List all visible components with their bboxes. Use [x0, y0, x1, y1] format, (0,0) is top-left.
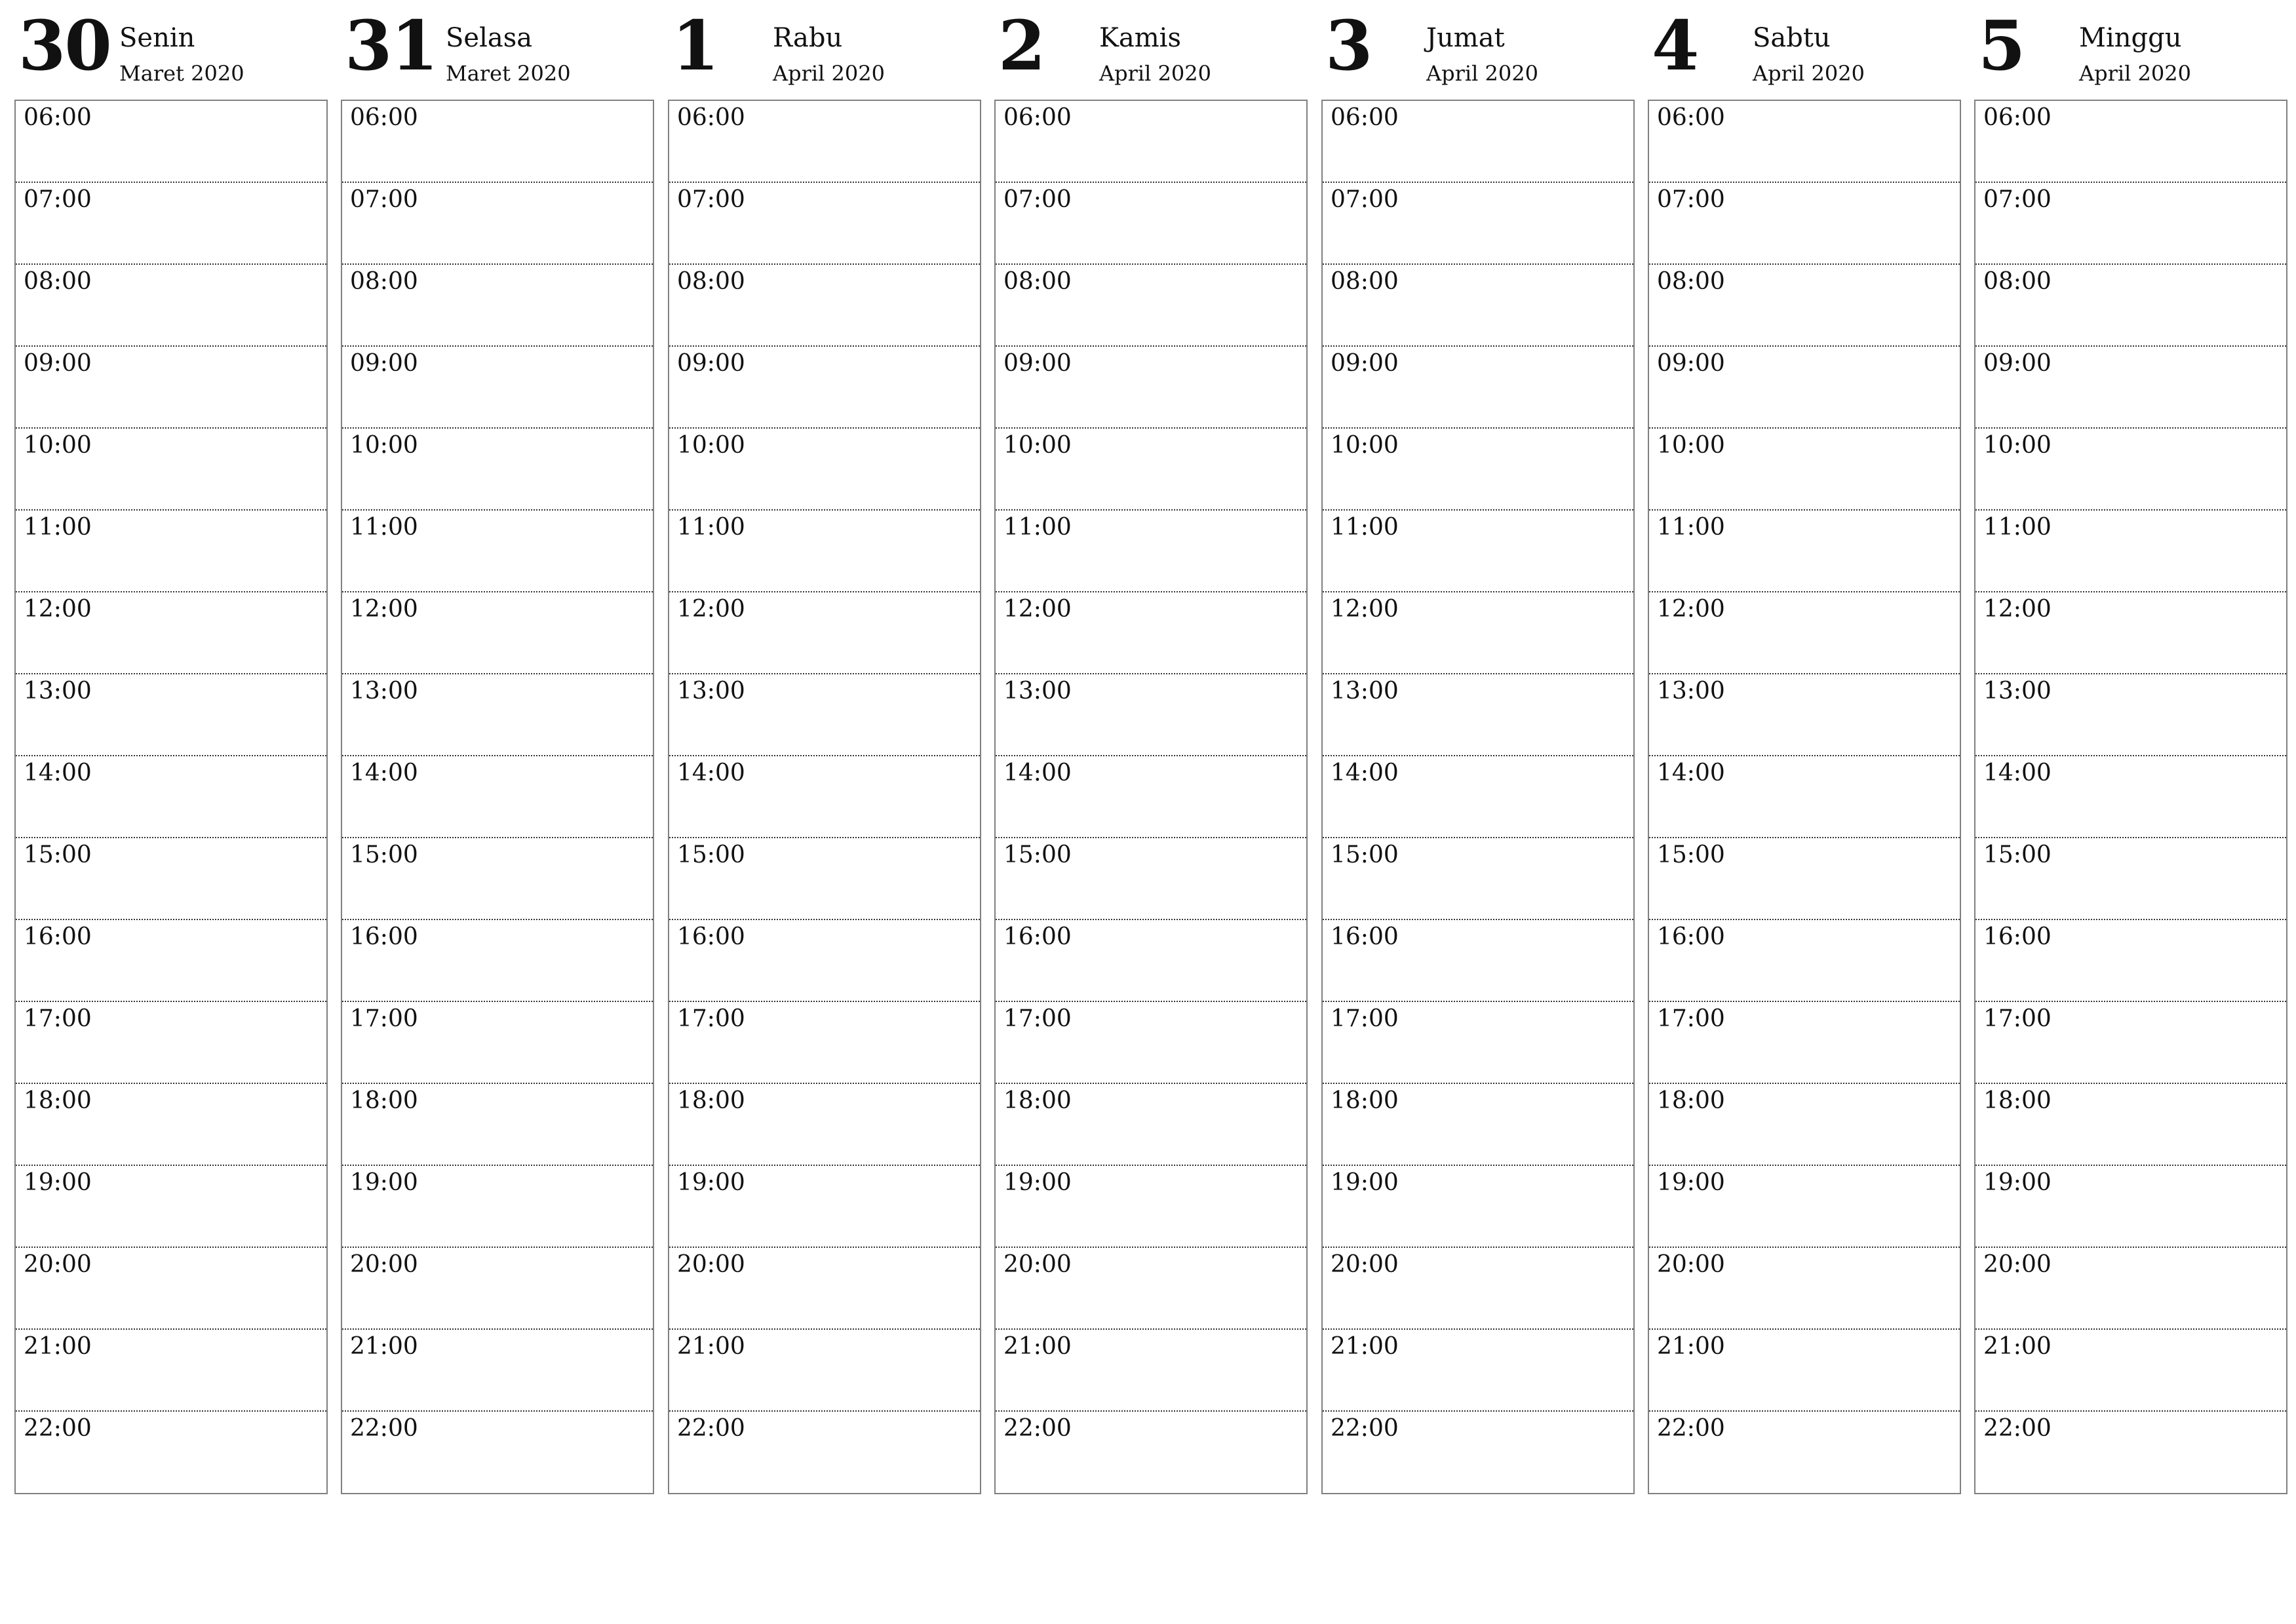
- time-label: 11:00: [1003, 514, 1072, 541]
- time-slot[interactable]: [996, 838, 1306, 920]
- time-slot[interactable]: [16, 101, 326, 183]
- day-month-year: April 2020: [773, 61, 885, 86]
- time-label: 13:00: [24, 678, 92, 705]
- day-schedule-box: [1974, 100, 2287, 1494]
- time-label: 22:00: [1657, 1415, 1725, 1442]
- time-slot[interactable]: [1975, 1330, 2286, 1412]
- time-label: 10:00: [677, 432, 745, 459]
- time-slot[interactable]: [16, 265, 326, 347]
- time-label: 13:00: [1003, 678, 1072, 705]
- day-name: Senin: [119, 23, 195, 53]
- time-label: 14:00: [1657, 760, 1725, 786]
- time-label: 20:00: [1003, 1251, 1072, 1278]
- day-number: 1: [672, 5, 718, 86]
- time-label: 19:00: [677, 1169, 745, 1196]
- time-label: 22:00: [677, 1415, 745, 1442]
- day-month-year: April 2020: [2079, 61, 2191, 86]
- time-label: 17:00: [350, 1005, 418, 1032]
- day-month-year: Maret 2020: [119, 61, 244, 86]
- time-label: 08:00: [1003, 268, 1072, 295]
- time-slot[interactable]: [1649, 429, 1960, 511]
- time-slot[interactable]: [1649, 674, 1960, 756]
- time-slot[interactable]: [342, 1084, 653, 1166]
- time-label: 12:00: [1003, 596, 1072, 623]
- time-slot[interactable]: [342, 347, 653, 429]
- time-label: 07:00: [24, 186, 92, 213]
- time-label: 18:00: [1983, 1087, 2052, 1114]
- time-label: 19:00: [350, 1169, 418, 1196]
- day-column: [1648, 0, 1961, 1501]
- time-slot[interactable]: [1975, 347, 2286, 429]
- time-label: 11:00: [350, 514, 418, 541]
- time-label: 12:00: [1657, 596, 1725, 623]
- day-column: [1974, 0, 2287, 1501]
- time-label: 22:00: [1331, 1415, 1399, 1442]
- time-label: 18:00: [1657, 1087, 1725, 1114]
- time-label: 21:00: [350, 1333, 418, 1360]
- day-name: Rabu: [773, 23, 843, 53]
- time-label: 08:00: [677, 268, 745, 295]
- day-month-year: April 2020: [1753, 61, 1865, 86]
- time-slot[interactable]: [342, 756, 653, 838]
- day-name: Kamis: [1099, 23, 1181, 53]
- time-slot[interactable]: [16, 429, 326, 511]
- time-label: 08:00: [24, 268, 92, 295]
- time-label: 12:00: [1331, 596, 1399, 623]
- time-slot[interactable]: [1323, 1166, 1633, 1248]
- time-label: 17:00: [1003, 1005, 1072, 1032]
- time-slot[interactable]: [1323, 1412, 1633, 1493]
- time-label: 12:00: [1983, 596, 2052, 623]
- time-label: 13:00: [1983, 678, 2052, 705]
- time-slot[interactable]: [996, 1412, 1306, 1493]
- day-number: 2: [998, 5, 1045, 86]
- time-slot[interactable]: [669, 1412, 980, 1493]
- day-header: [14, 0, 328, 98]
- time-label: 20:00: [24, 1251, 92, 1278]
- time-slot[interactable]: [1975, 592, 2286, 674]
- day-column: [668, 0, 981, 1501]
- time-label: 16:00: [1983, 923, 2052, 950]
- time-slot[interactable]: [669, 183, 980, 265]
- time-slot[interactable]: [1649, 511, 1960, 592]
- time-label: 08:00: [1657, 268, 1725, 295]
- time-label: 21:00: [1657, 1333, 1725, 1360]
- time-label: 06:00: [677, 104, 745, 131]
- time-label: 14:00: [677, 760, 745, 786]
- time-slot[interactable]: [1323, 756, 1633, 838]
- time-slot[interactable]: [16, 183, 326, 265]
- time-label: 22:00: [1983, 1415, 2052, 1442]
- time-label: 16:00: [1331, 923, 1399, 950]
- time-label: 21:00: [677, 1333, 745, 1360]
- time-label: 08:00: [1983, 268, 2052, 295]
- time-label: 07:00: [677, 186, 745, 213]
- day-header: [341, 0, 654, 98]
- time-label: 11:00: [1331, 514, 1399, 541]
- time-slot[interactable]: [1323, 1084, 1633, 1166]
- time-slot[interactable]: [1975, 1002, 2286, 1084]
- time-slot[interactable]: [996, 674, 1306, 756]
- day-name: Selasa: [446, 23, 533, 53]
- time-slot[interactable]: [996, 101, 1306, 183]
- time-slot[interactable]: [1975, 838, 2286, 920]
- time-slot[interactable]: [1323, 429, 1633, 511]
- time-slot[interactable]: [1975, 429, 2286, 511]
- time-label: 16:00: [677, 923, 745, 950]
- time-label: 07:00: [1983, 186, 2052, 213]
- time-slot[interactable]: [1323, 347, 1633, 429]
- time-slot[interactable]: [1975, 265, 2286, 347]
- time-label: 07:00: [1331, 186, 1399, 213]
- time-slot[interactable]: [1975, 1084, 2286, 1166]
- time-slot[interactable]: [342, 592, 653, 674]
- time-label: 14:00: [1003, 760, 1072, 786]
- time-label: 07:00: [350, 186, 418, 213]
- time-label: 19:00: [1983, 1169, 2052, 1196]
- time-label: 06:00: [350, 104, 418, 131]
- time-slot[interactable]: [1323, 838, 1633, 920]
- time-label: 15:00: [1003, 841, 1072, 868]
- time-label: 15:00: [677, 841, 745, 868]
- day-schedule-box: [1321, 100, 1635, 1494]
- time-label: 06:00: [1331, 104, 1399, 131]
- time-slot[interactable]: [1323, 920, 1633, 1002]
- time-slot[interactable]: [1975, 1166, 2286, 1248]
- time-label: 14:00: [24, 760, 92, 786]
- time-label: 10:00: [1003, 432, 1072, 459]
- time-slot[interactable]: [669, 101, 980, 183]
- time-slot[interactable]: [16, 1084, 326, 1166]
- time-label: 15:00: [24, 841, 92, 868]
- time-slot[interactable]: [1649, 265, 1960, 347]
- time-slot[interactable]: [342, 1330, 653, 1412]
- time-slot[interactable]: [669, 429, 980, 511]
- time-slot[interactable]: [996, 1166, 1306, 1248]
- time-slot[interactable]: [342, 920, 653, 1002]
- time-label: 17:00: [24, 1005, 92, 1032]
- day-header: [1974, 0, 2287, 98]
- time-slot[interactable]: [1649, 920, 1960, 1002]
- time-label: 20:00: [350, 1251, 418, 1278]
- time-label: 22:00: [1003, 1415, 1072, 1442]
- time-label: 11:00: [1657, 514, 1725, 541]
- time-slot[interactable]: [669, 1330, 980, 1412]
- time-slot[interactable]: [342, 838, 653, 920]
- time-label: 09:00: [1983, 350, 2052, 377]
- day-column: [1321, 0, 1635, 1501]
- time-slot[interactable]: [342, 183, 653, 265]
- time-slot[interactable]: [1649, 1084, 1960, 1166]
- time-label: 15:00: [1983, 841, 2052, 868]
- time-label: 18:00: [1003, 1087, 1072, 1114]
- time-label: 17:00: [1983, 1005, 2052, 1032]
- time-slot[interactable]: [16, 756, 326, 838]
- time-label: 10:00: [350, 432, 418, 459]
- day-month-year: Maret 2020: [446, 61, 571, 86]
- time-slot[interactable]: [996, 1002, 1306, 1084]
- day-column: [14, 0, 328, 1501]
- time-slot[interactable]: [1649, 1248, 1960, 1330]
- day-number: 3: [1325, 5, 1372, 86]
- time-label: 16:00: [1003, 923, 1072, 950]
- time-slot[interactable]: [1323, 592, 1633, 674]
- time-slot[interactable]: [996, 347, 1306, 429]
- time-slot[interactable]: [342, 511, 653, 592]
- time-slot[interactable]: [342, 1248, 653, 1330]
- time-label: 16:00: [350, 923, 418, 950]
- time-slot[interactable]: [16, 674, 326, 756]
- time-slot[interactable]: [342, 1166, 653, 1248]
- time-slot[interactable]: [1649, 1412, 1960, 1493]
- time-slot[interactable]: [669, 674, 980, 756]
- time-slot[interactable]: [1649, 1166, 1960, 1248]
- time-label: 13:00: [1331, 678, 1399, 705]
- time-label: 21:00: [1983, 1333, 2052, 1360]
- time-slot[interactable]: [342, 1412, 653, 1493]
- time-label: 07:00: [1657, 186, 1725, 213]
- time-label: 22:00: [350, 1415, 418, 1442]
- time-slot[interactable]: [1649, 183, 1960, 265]
- time-label: 20:00: [1331, 1251, 1399, 1278]
- time-slot[interactable]: [1649, 101, 1960, 183]
- time-label: 07:00: [1003, 186, 1072, 213]
- day-column: [994, 0, 1308, 1501]
- time-label: 09:00: [1331, 350, 1399, 377]
- time-label: 15:00: [1657, 841, 1725, 868]
- time-label: 12:00: [677, 596, 745, 623]
- time-slot[interactable]: [669, 838, 980, 920]
- time-slot[interactable]: [16, 592, 326, 674]
- day-column: [341, 0, 654, 1501]
- time-label: 20:00: [1657, 1251, 1725, 1278]
- time-slot[interactable]: [1323, 101, 1633, 183]
- time-slot[interactable]: [1649, 1002, 1960, 1084]
- time-slot[interactable]: [1323, 265, 1633, 347]
- time-slot[interactable]: [1975, 674, 2286, 756]
- time-slot[interactable]: [996, 183, 1306, 265]
- time-slot[interactable]: [1975, 920, 2286, 1002]
- time-label: 15:00: [350, 841, 418, 868]
- day-number: 5: [1978, 5, 2025, 86]
- time-slot[interactable]: [669, 265, 980, 347]
- time-slot[interactable]: [996, 1084, 1306, 1166]
- time-slot[interactable]: [669, 1166, 980, 1248]
- time-label: 19:00: [1331, 1169, 1399, 1196]
- time-label: 15:00: [1331, 841, 1399, 868]
- time-slot[interactable]: [1975, 756, 2286, 838]
- time-label: 21:00: [1331, 1333, 1399, 1360]
- time-slot[interactable]: [1323, 1002, 1633, 1084]
- time-slot[interactable]: [1975, 183, 2286, 265]
- time-label: 10:00: [1657, 432, 1725, 459]
- time-label: 17:00: [1657, 1005, 1725, 1032]
- time-label: 19:00: [24, 1169, 92, 1196]
- day-month-year: April 2020: [1099, 61, 1211, 86]
- time-label: 19:00: [1003, 1169, 1072, 1196]
- time-slot[interactable]: [1323, 183, 1633, 265]
- time-slot[interactable]: [1323, 511, 1633, 592]
- day-header: [1648, 0, 1961, 98]
- time-slot[interactable]: [669, 1002, 980, 1084]
- time-slot[interactable]: [16, 838, 326, 920]
- time-label: 14:00: [1331, 760, 1399, 786]
- time-slot[interactable]: [16, 1166, 326, 1248]
- time-slot[interactable]: [669, 920, 980, 1002]
- time-label: 16:00: [24, 923, 92, 950]
- time-label: 10:00: [24, 432, 92, 459]
- time-slot[interactable]: [669, 1084, 980, 1166]
- time-slot[interactable]: [996, 920, 1306, 1002]
- time-label: 11:00: [1983, 514, 2052, 541]
- time-label: 19:00: [1657, 1169, 1725, 1196]
- time-label: 14:00: [350, 760, 418, 786]
- time-label: 12:00: [24, 596, 92, 623]
- time-slot[interactable]: [996, 265, 1306, 347]
- time-slot[interactable]: [342, 674, 653, 756]
- day-schedule-box: [668, 100, 981, 1494]
- time-slot[interactable]: [669, 347, 980, 429]
- time-slot[interactable]: [996, 756, 1306, 838]
- time-slot[interactable]: [16, 1412, 326, 1493]
- time-label: 18:00: [1331, 1087, 1399, 1114]
- day-schedule-box: [14, 100, 328, 1494]
- time-slot[interactable]: [1975, 1248, 2286, 1330]
- day-schedule-box: [994, 100, 1308, 1494]
- time-slot[interactable]: [1323, 674, 1633, 756]
- time-label: 09:00: [24, 350, 92, 377]
- time-label: 09:00: [1657, 350, 1725, 377]
- time-slot[interactable]: [669, 756, 980, 838]
- time-slot[interactable]: [996, 592, 1306, 674]
- time-label: 08:00: [1331, 268, 1399, 295]
- time-slot[interactable]: [1975, 511, 2286, 592]
- time-label: 16:00: [1657, 923, 1725, 950]
- time-slot[interactable]: [1649, 347, 1960, 429]
- time-slot[interactable]: [1649, 1330, 1960, 1412]
- time-label: 06:00: [1003, 104, 1072, 131]
- time-slot[interactable]: [1323, 1330, 1633, 1412]
- time-slot[interactable]: [16, 347, 326, 429]
- time-slot[interactable]: [342, 265, 653, 347]
- time-slot[interactable]: [996, 429, 1306, 511]
- day-schedule-box: [341, 100, 654, 1494]
- time-label: 10:00: [1983, 432, 2052, 459]
- day-month-year: April 2020: [1426, 61, 1538, 86]
- time-label: 10:00: [1331, 432, 1399, 459]
- time-label: 20:00: [677, 1251, 745, 1278]
- time-label: 06:00: [1983, 104, 2052, 131]
- time-slot[interactable]: [1649, 756, 1960, 838]
- time-label: 21:00: [1003, 1333, 1072, 1360]
- time-slot[interactable]: [16, 1248, 326, 1330]
- time-slot[interactable]: [1649, 592, 1960, 674]
- time-slot[interactable]: [996, 511, 1306, 592]
- time-slot[interactable]: [1975, 101, 2286, 183]
- time-label: 09:00: [350, 350, 418, 377]
- time-slot[interactable]: [16, 920, 326, 1002]
- time-label: 08:00: [350, 268, 418, 295]
- time-label: 22:00: [24, 1415, 92, 1442]
- day-header: [994, 0, 1308, 98]
- time-slot[interactable]: [996, 1330, 1306, 1412]
- day-number: 30: [18, 5, 111, 86]
- day-number: 4: [1652, 5, 1698, 86]
- time-label: 18:00: [350, 1087, 418, 1114]
- time-label: 17:00: [677, 1005, 745, 1032]
- time-slot[interactable]: [1649, 838, 1960, 920]
- time-slot[interactable]: [16, 1330, 326, 1412]
- time-slot[interactable]: [1323, 1248, 1633, 1330]
- time-slot[interactable]: [16, 511, 326, 592]
- time-slot[interactable]: [342, 429, 653, 511]
- time-label: 11:00: [677, 514, 745, 541]
- time-label: 21:00: [24, 1333, 92, 1360]
- time-label: 18:00: [677, 1087, 745, 1114]
- time-slot[interactable]: [342, 1002, 653, 1084]
- time-slot[interactable]: [16, 1002, 326, 1084]
- time-slot[interactable]: [1975, 1412, 2286, 1493]
- time-label: 06:00: [24, 104, 92, 131]
- time-slot[interactable]: [669, 592, 980, 674]
- time-label: 13:00: [1657, 678, 1725, 705]
- time-label: 14:00: [1983, 760, 2052, 786]
- time-label: 09:00: [677, 350, 745, 377]
- time-slot[interactable]: [669, 511, 980, 592]
- time-slot[interactable]: [342, 101, 653, 183]
- time-label: 18:00: [24, 1087, 92, 1114]
- day-number: 31: [345, 5, 437, 86]
- day-header: [668, 0, 981, 98]
- time-label: 13:00: [677, 678, 745, 705]
- day-name: Minggu: [2079, 23, 2182, 53]
- day-header: [1321, 0, 1635, 98]
- time-label: 17:00: [1331, 1005, 1399, 1032]
- day-schedule-box: [1648, 100, 1961, 1494]
- time-label: 20:00: [1983, 1251, 2052, 1278]
- day-name: Sabtu: [1753, 23, 1831, 53]
- time-slot[interactable]: [996, 1248, 1306, 1330]
- time-label: 13:00: [350, 678, 418, 705]
- time-label: 12:00: [350, 596, 418, 623]
- time-slot[interactable]: [669, 1248, 980, 1330]
- time-label: 09:00: [1003, 350, 1072, 377]
- time-label: 11:00: [24, 514, 92, 541]
- day-name: Jumat: [1426, 23, 1505, 53]
- time-label: 06:00: [1657, 104, 1725, 131]
